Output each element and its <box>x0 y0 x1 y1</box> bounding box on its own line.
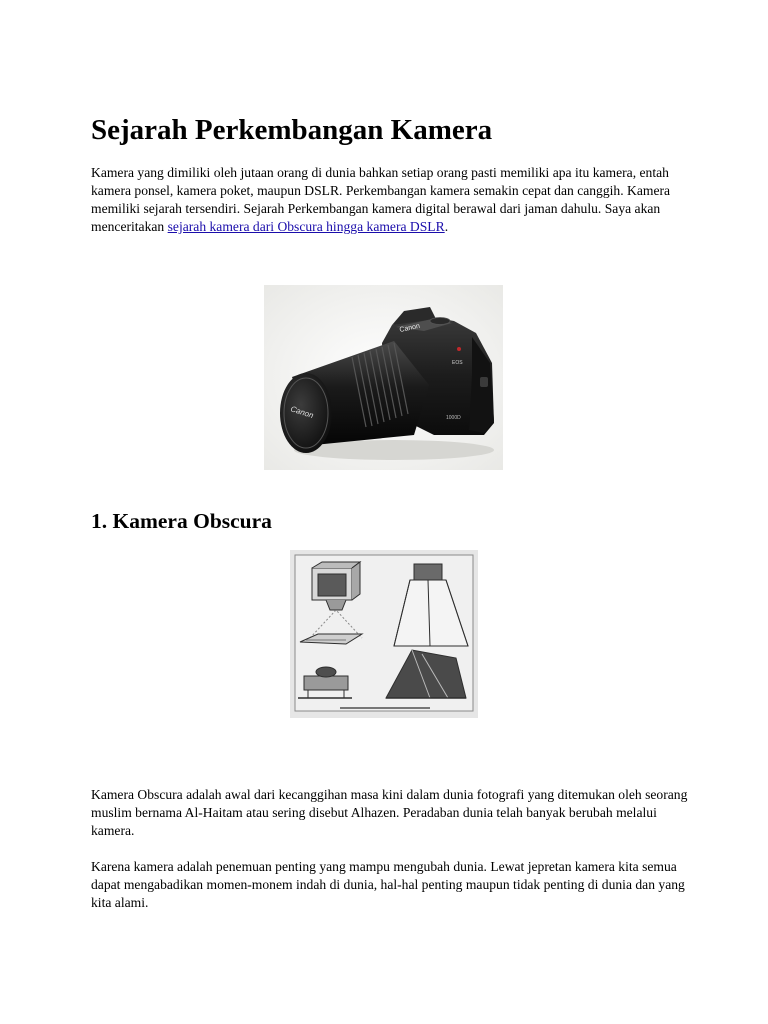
eos-badge: EOS <box>452 360 463 366</box>
intro-text-end: . <box>444 219 449 234</box>
intro-paragraph <box>91 164 691 236</box>
intro-text: Kamera yang dimiliki oleh jutaan orang di dunia bahkan setiap orang pasti memiliki apa itu kamera, entah kamera ponsel, kamera poket, maupun DSLR. Perkembangan kamera semakin cepat dan canggih. Kamera memiliki sejarah tersendiri. Sejarah Perkembangan kamera digital berawal dari jaman dahulu. Saya akan menceritakan <box>91 165 671 234</box>
page-title: Sejarah Perkembangan Kamera <box>91 114 493 146</box>
section-1-paragraph-1: Kamera Obscura adalah awal dari kecanggihan masa kini dalam dunia fotografi yang ditemukan oleh seorang muslim bernama Al-Haitam atau sering disebut Alhazen. Peradaban dunia telah banyak berubah melalui kamera. <box>91 787 688 838</box>
section-1-paragraph-2: Karena kamera adalah penemuan penting yang mampu mengubah dunia. Lewat jepretan kamera kita semua dapat mengabadikan momen-monem indah di dunia, hal-hal penting maupun tidak penting di dunia dan yang kita alami. <box>91 859 685 910</box>
model-number-badge: 1000D <box>446 415 461 421</box>
lens-cap-brand: Canon <box>289 404 315 421</box>
camera-obscura-engraving <box>290 550 478 718</box>
dslr-camera-image <box>264 285 503 470</box>
history-link[interactable]: sejarah kamera dari Obscura hingga kamera DSLR <box>167 219 445 234</box>
camera-brand-top: Canon <box>398 322 421 334</box>
section-heading-kamera-obscura: 1. Kamera Obscura <box>91 509 272 533</box>
